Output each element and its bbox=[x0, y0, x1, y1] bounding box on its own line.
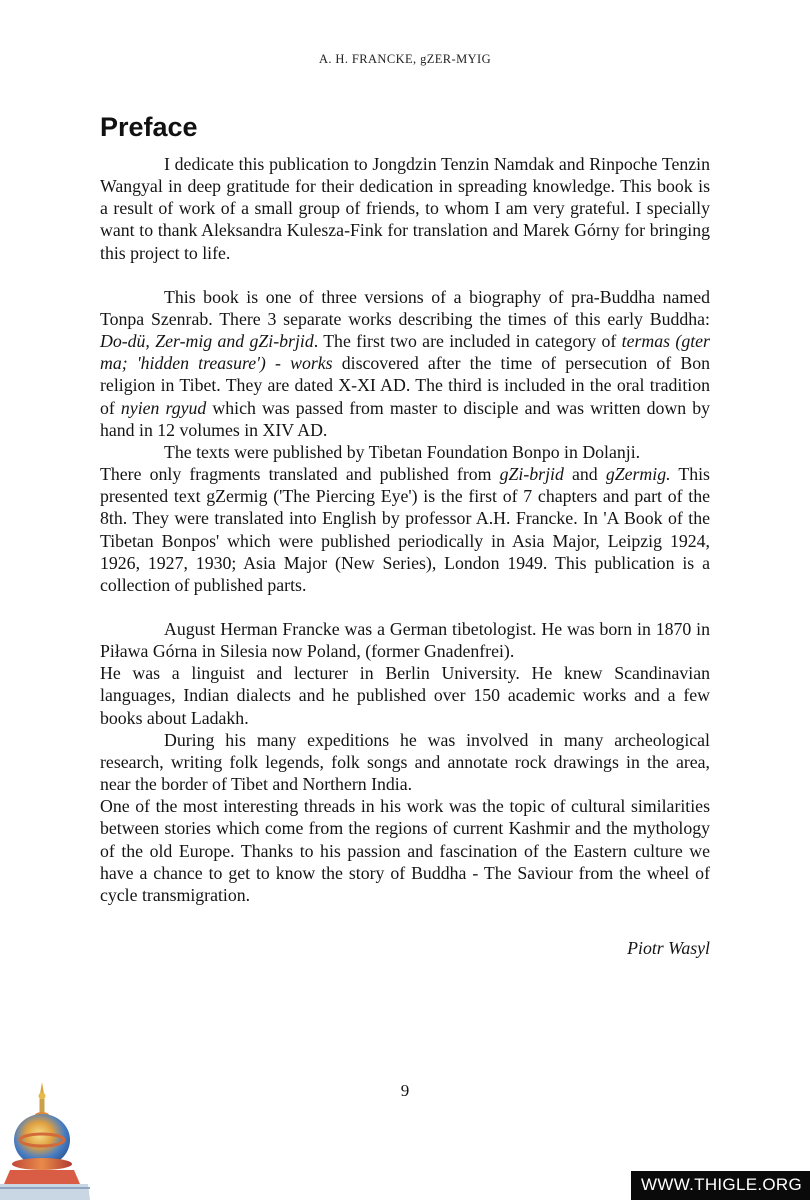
italic-run: gZermig. bbox=[605, 464, 671, 485]
preface-body bbox=[100, 153, 710, 906]
italic-run: termas (gter ma; 'hidden treasure') - works bbox=[100, 331, 710, 374]
paragraph-fragments bbox=[100, 463, 710, 596]
text-run: There only fragments translated and published from bbox=[100, 464, 500, 485]
text-run: . The first two are included in category of bbox=[313, 331, 622, 352]
page-title: Preface bbox=[100, 112, 198, 142]
paragraph-dedication: I dedicate this publication to Jongdzin Tenzin Namdak and Rinpoche Tenzin Wangyal in deep gratitude for their dedication in spreading knowledge. This book is a result of work of a small group of friends, to whom I am very grateful. I specially want to thank Aleksandra Kulesza-Fink for translation and Marek Górny for bringing this project to life. bbox=[100, 154, 710, 263]
paragraph-francke-bio: August Herman Francke was a German tibetologist. He was born in 1870 in Piława Górna in Silesia now Poland, (former Gnadenfrei). bbox=[100, 618, 710, 662]
running-header: A. H. FRANCKE, gZER-MYIG bbox=[318, 52, 492, 66]
paragraph-expeditions: During his many expeditions he was involved in many archeological research, writing folk legends, folk songs and annotate rock drawings in the area, near the border of Tibet and Northern India. bbox=[100, 729, 710, 795]
italic-run: gZi-brjid bbox=[499, 464, 564, 485]
italic-run: Do-dü, Zer-mig and gZi-brjid bbox=[100, 331, 314, 352]
paragraph-versions bbox=[100, 286, 710, 441]
signature: Piotr Wasyl bbox=[627, 938, 710, 958]
text-run: This book is one of three versions of a biography of pra-Buddha named Tonpa Szenrab. There 3 separate works describing the times of this early Buddha: bbox=[100, 286, 710, 329]
page-number: 9 bbox=[400, 1081, 410, 1100]
watermark: WWW.THIGLE.ORG bbox=[631, 1171, 810, 1200]
text-run: which was passed from master to disciple and was written down by hand in 12 volumes in XIV AD. bbox=[100, 397, 710, 440]
paragraph-publication: The texts were published by Tibetan Foundation Bonpo in Dolanji. bbox=[164, 441, 641, 462]
text-run: This presented text gZermig ('The Piercing Eye') is the first of 7 chapters and part of the 8th. They were translated into English by professor A.H. Francke. In 'A Book of the Tibetan Bonpos' which were published periodically in Asia Major, Leipzig 1924, 1926, 1927, 1930; Asia Major (New Series), London 1949. This publication is a collection of published parts. bbox=[100, 464, 710, 595]
paragraph-linguist: He was a linguist and lecturer in Berlin University. He knew Scandinavian languages, Indian dialects and he published over 150 academic works and a few books about Ladakh. bbox=[100, 663, 710, 728]
paragraph-similarities: One of the most interesting threads in his work was the topic of cultural similarities between stories which come from the regions of current Kashmir and the mythology of the old Europe. Thanks to his passion and fascination of the Eastern culture we have a chance to get to know the story of Buddha - The Saviour from the wheel of cycle transmigration. bbox=[100, 796, 710, 905]
text-run: and bbox=[563, 464, 606, 485]
italic-run: nyien rgyud bbox=[120, 397, 207, 418]
text-run: discovered after the time of persecution of Bon religion in Tibet. They are dated X-XI AD. The third is included in the oral tradition of bbox=[100, 353, 710, 418]
stupa-icon bbox=[0, 1080, 90, 1200]
